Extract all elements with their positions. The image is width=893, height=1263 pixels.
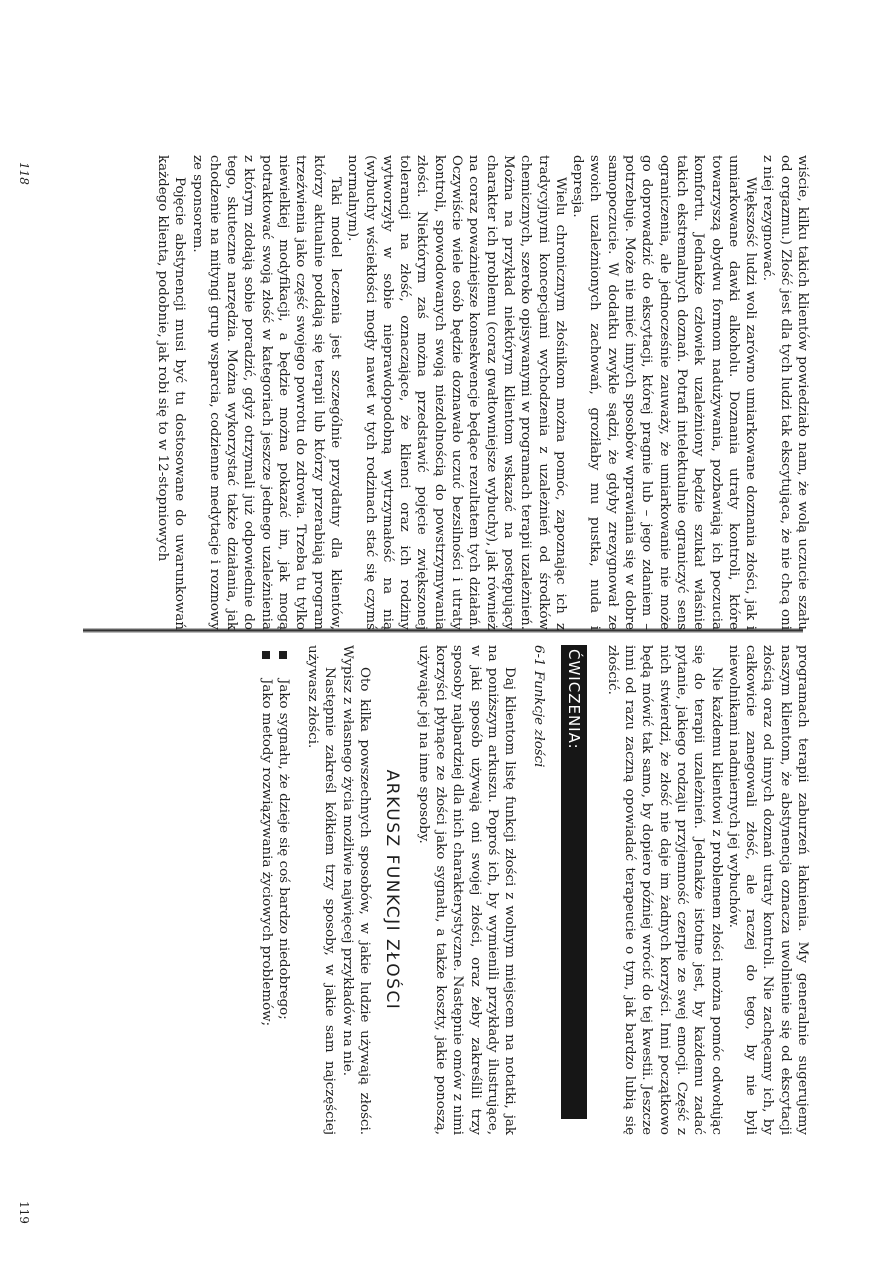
worksheet-list xyxy=(257,645,292,1135)
worksheet-intro: Oto kilka powszechnych sposobów, w jakie ludzie używają złości. Wypisz z własnego życia możliwie najwięcej przykładów na nie. xyxy=(339,645,373,1135)
exercise-instructions: Daj klientom listę funkcji złości z wolnym miejscem na notatki, jak na poniższym arkuszu. Poproś ich, by wymienili przykłady ilustrujące, w jaki sposób używają oni swojej złości, oraz żeby zakreślili trzy sposoby najbardziej dla nich charakterystyczne. Następnie omów z nimi korzyści płynące ze złości jako sygnału, a także koszty, jakie ponoszą, używając jej na inne sposoby. xyxy=(415,645,518,1135)
list-item-text: Jako sygnału, że dzieje się coś bardzo niedobrego; xyxy=(275,679,291,1020)
paragraph: Pojęcie abstynencji musi być tu dostosowane do uwarunkowań każdego klienta, podobnie, jak robi się to w 12-stopniowych xyxy=(155,155,188,630)
square-bullet-icon xyxy=(262,651,270,659)
paragraph: Wielu chronicznym złośnikom można pomóc, zapoznając ich z tradycyjnymi koncepcjami wychodzenia z uzależnień od środków chemicznych, szeroko opisywanymi w programach terapii uzależnień. Można na przykład niektórym klientom wskazać na postępujący charakter ich problemu (coraz gwałtowniejsze wybuchy), jak również na coraz poważniejsze konsekwencje będące rezultatem tych działań. Oczywiście wiele osób będzie doznawało uczuć bezsilności i utraty kontroli, spowodowanych swoją niezdolnością do powstrzymywania złości. Niektórym zaś można przedstawić pojęcie zwiększonej tolerancji na złość, oznaczające, że klienci oraz ich rodziny wytworzyły w sobie nieprawdopodobną wytrzymałość na nią (wybuchy wściekłości mogły nawet w tych rodzinach stać się czymś normalnym). xyxy=(345,155,568,630)
list-item xyxy=(257,645,274,1135)
page-number: 118 xyxy=(17,162,31,185)
worksheet-instruction: Następnie zakreśl kółkiem trzy sposoby, w jakie sam najczęściej używasz złości. xyxy=(305,645,338,1135)
right-text-column xyxy=(257,645,811,1135)
left-text-column xyxy=(154,155,811,630)
paragraph: Nie każdemu klientowi z problemem złości można pomóc odwołując się do terapii uzależnień. Jednakże istotne jest, by każdemu zadać pytanie, jakiego rodzaju przyjemność czerpie ze swej emocji. Część z nich stwierdzi, że złość nie daje im żadnych korzyści. Inni początkowo będą mówić tak samo, by dopiero później wrócić do tej kwestii. Jeszcze inni od razu zaczną opowiadać terapeucie o tym, jak bardzo lubią się złościć. xyxy=(604,645,724,1135)
worksheet-title: ARKUSZ FUNKCJI ZŁOŚCI xyxy=(382,769,403,1011)
paragraph: wiście, kilku takich klientów powiedziało nam, że wolą uczucie szału od orgazmu.) Złość jest dla tych ludzi tak ekscytująca, że nie chcą oni z niej rezygnować. xyxy=(760,155,810,630)
paragraph: Większość ludzi woli zarówno umiarkowane doznania złości, jak i umiarkowane dawki alkoholu. Doznania utraty kontroli, które towarzyszą obydwu formom nadużywania, pozbawiają ich poczucia komfortu. Jednakże człowiek uzależniony będzie szukał właśnie takich ekstremalnych doznań. Potrafi intelektualnie ograniczyć sens ograniczenia, ale jednocześnie zauważy, że umiarkowanie nie może go doprowadzić do ekscytacji, której pragnie lub – jego zdaniem – potrzebuje. Może nie mieć innych sposobów wprawiania się w dobre samopoczucie. W dodatku zwykle sądzi, że gdyby zrezygnował ze swoich uzależnionych zachowań, groziłaby mu pustka, nuda i depresja. xyxy=(570,155,759,630)
list-item xyxy=(275,645,292,1135)
right-page xyxy=(0,633,893,1263)
page-number: 119 xyxy=(17,1201,31,1224)
exercise-title: 6-1 Funkcje złości xyxy=(531,645,547,768)
paragraph: Taki model leczenia jest szczególnie przydatny dla klientów, którzy aktualnie poddają się terapii lub którzy przerabiają program trzeźwienia jako część swojego powrotu do zdrowia. Trzeba tu tylko niewielkiej modyfikacji, a będzie można pokazać im, jak mogą potraktować swoją złość w kategoriach jeszcze jednego uzależnienia z którym zdołają sobie poradzić, gdyż otrzymali już odpowiednie do tego, skuteczne narzędzia. Można wykorzystać także działania, jak chodzenie na mityngi grup wsparcia, codzienne medytacje i rozmowy ze sponsorem. xyxy=(189,155,343,630)
left-page xyxy=(0,0,893,630)
square-bullet-icon xyxy=(279,651,287,659)
paragraph: programach terapii zaburzeń łaknienia. My generalnie sugerujemy naszym klientom, że abstynencja oznacza uwolnienie się od ekscytacji złością oraz od innych doznań utraty kontroli. Nie zachęcamy ich, by całkowicie zanegowali złość, ale raczej do tego, by nie byli niewolnikami nadmiernych jej wybuchów. xyxy=(725,645,810,1135)
list-item-text: Jako metody rozwiązywania życiowych problemów; xyxy=(258,679,274,1027)
section-heading-bar: ĆWICZENIA: xyxy=(561,645,587,1119)
